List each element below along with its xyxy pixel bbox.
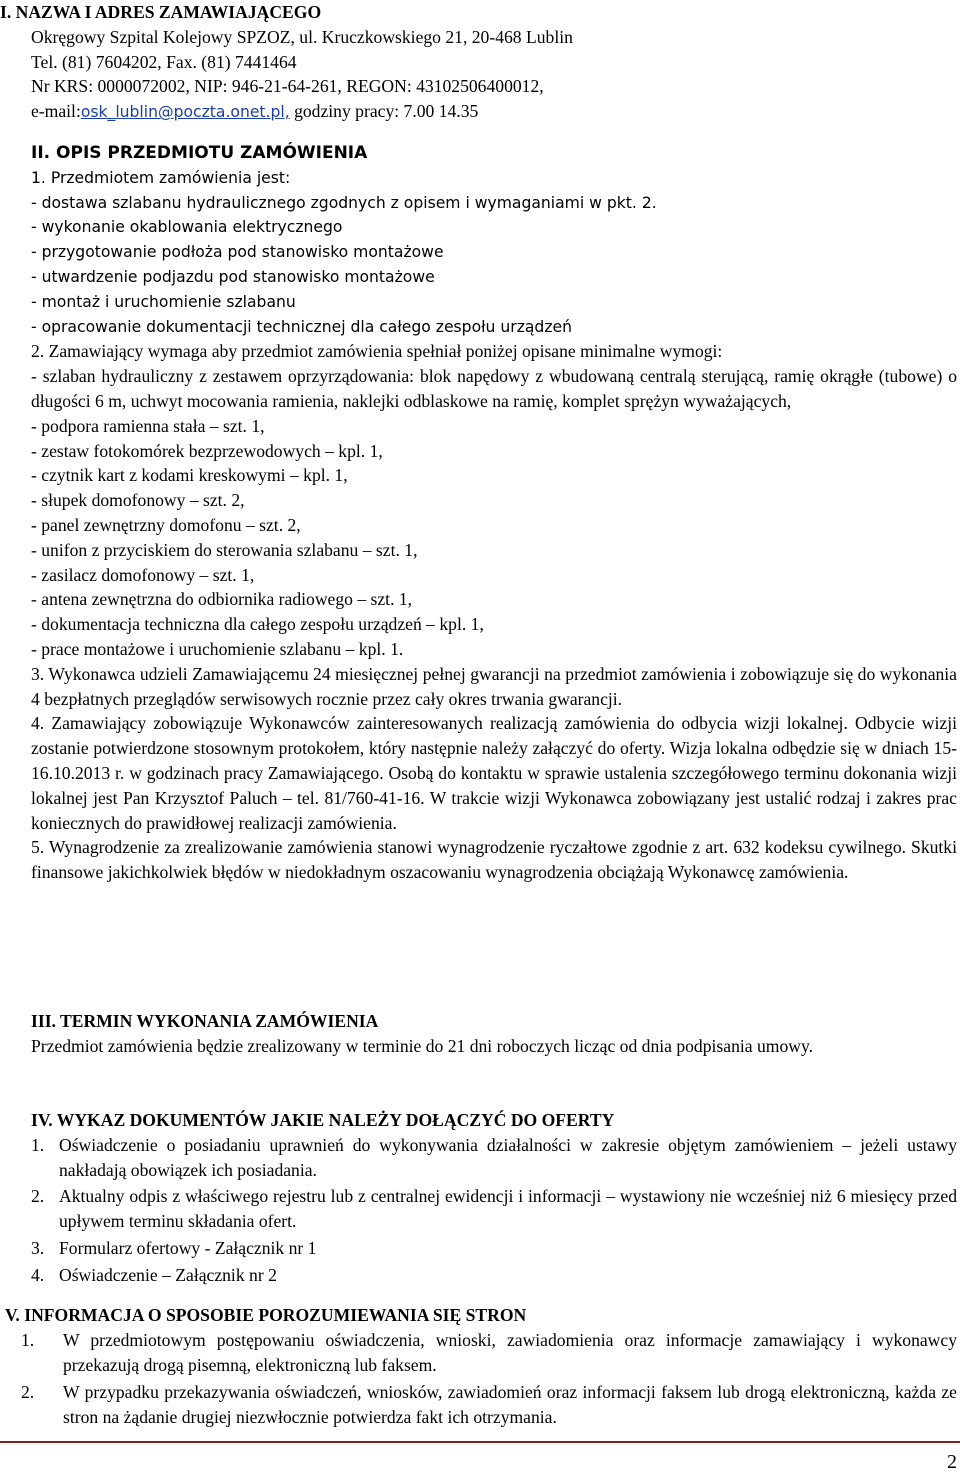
page-number: 2 (947, 1451, 957, 1473)
email-line (0, 99, 960, 125)
list-item: - zestaw fotokomórek bezprzewodowych – kpl. 1, (31, 440, 383, 461)
list-item: - zasilacz domofonowy – szt. 1, (31, 564, 255, 585)
section-4-heading: IV. WYKAZ DOKUMENTÓW JAKIE NALEŻY DOŁĄCZYĆ DO OFERTY (31, 1110, 615, 1130)
document-item: 1. Oświadczenie o posiadaniu uprawnień do wykonywania działalności w zakresie objętym zamówieniem – jeżeli ustawy nakładają obowiązek ich posiadania. (31, 1134, 957, 1180)
phone-line: Tel. (81) 7604202, Fax. (81) 7441464 (31, 51, 297, 72)
remuneration-paragraph: 5. Wynagrodzenie za zrealizowanie zamówienia stanowi wynagrodzenie ryczałtowe zgodnie z art. 632 kodeksu cywilnego. Skutki finansowe jakichkolwiek błędów w niedokładnym oszacowaniu wynagrodzenia obciążają Wykonawcę zamówienia. (31, 837, 957, 883)
list-item: - podpora ramienna stała – szt. 1, (31, 415, 265, 436)
requirements-first: - szlaban hydrauliczny z zestawem oprzyrządowania: blok napędowy z wbudowaną centralą sterującą, ramię okrągłe (tubowe) o długości 6 m, uchwyt mocowania ramienia, naklejki odblaskowe na ramię, komplet sprężyn wyważających, (31, 366, 957, 411)
list-item: - dostawa szlabanu hydraulicznego zgodnych z opisem i wymaganiami w pkt. 2. (31, 193, 657, 212)
document-item: 2. Aktualny odpis z właściwego rejestru lub z centralnej ewidencji i informacji – wystawiony nie wcześniej niż 6 miesięcy przed upływem terminu składania ofert. (31, 1186, 957, 1232)
requirements-title: 2. Zamawiający wymaga aby przedmiot zamówienia spełniał poniżej opisane minimalne wymogi: (31, 341, 723, 362)
warranty-paragraph: 3. Wykonawca udzieli Zamawiającemu 24 miesięcznej pełnej gwarancji na przedmiot zamówienia i zobowiązuje się do wykonania 4 bezpłatnych przeglądów serwisowych rocznie przez cały okres trwania gwarancji. (31, 663, 957, 709)
section-4 (31, 1108, 957, 1288)
list-item: - wykonanie okablowania elektrycznego (31, 218, 343, 237)
communication-item: 2. W przypadku przekazywania oświadczeń, wniosków, zawiadomień oraz informacji faksem lub drogą elektroniczną, każda ze stron na żądanie drugiej niezwłocznie potwierdza fakt ich otrzymania. (21, 1382, 957, 1428)
section-2 (31, 141, 957, 885)
site-visit-paragraph: 4. Zamawiający zobowiązuje Wykonawców zainteresowanych realizacją zamówienia do odbycia wizji lokalnej. Odbycie wizji zostanie potwierdzone stosownym protokołem, który następnie należy załączyć do oferty. Wizja lokalna odbędzie się w dniach 15-16.10.2013 r. w godzinach pracy Zamawiającego. Osobą do kontaktu w sprawie ustalenia szczegółowego terminu dokonania wizji lokalnej jest Pan Krzysztof Paluch – tel. 81/760-41-16. W trakcie wizji Wykonawca zobowiązany jest ustalić rodzaj i zakres prac koniecznych do prawidłowej realizacji zamówienia. (31, 713, 957, 833)
footer-divider (0, 1441, 960, 1443)
communication-item: 1. W przedmiotowym postępowaniu oświadczenia, wnioski, zawiadomienia oraz informacje zamawiający i wykonawcy przekazują drogą pisemną, elektroniczną lub faksem. (21, 1329, 957, 1375)
section-3 (31, 1009, 957, 1059)
list-item: - opracowanie dokumentacji technicznej dla całego zespołu urządzeń (31, 317, 572, 336)
section-2-heading: II. OPIS PRZEDMIOTU ZAMÓWIENIA (31, 143, 368, 163)
subject-list (31, 166, 957, 340)
list-item: - przygotowanie podłoża pod stanowisko montażowe (31, 243, 444, 262)
list-item: - antena zewnętrzna do odbiornika radiowego – szt. 1, (31, 589, 413, 610)
working-hours: godziny pracy: 7.00 14.35 (289, 101, 479, 122)
list-item: - czytnik kart z kodami kreskowymi – kpl. 1, (31, 465, 348, 486)
list-item: - słupek domofonowy – szt. 2, (31, 490, 245, 511)
subject-title: 1. Przedmiotem zamówienia jest: (31, 168, 291, 187)
address-line: Okręgowy Szpital Kolejowy SPZOZ, ul. Kruczkowskiego 21, 20-468 Lublin (31, 26, 573, 47)
section-5-heading: V. INFORMACJA O SPOSOBIE POROZUMIEWANIA SIĘ STRON (5, 1305, 527, 1325)
section-3-heading: III. TERMIN WYKONANIA ZAMÓWIENIA (31, 1011, 379, 1031)
list-item: - unifon z przyciskiem do sterowania szlabanu – szt. 1, (31, 539, 418, 560)
section-1 (0, 0, 960, 125)
document-item: 4. Oświadczenie – Załącznik nr 2 (31, 1264, 277, 1285)
email-link[interactable]: osk_lublin@poczta.onet.pl, (80, 103, 290, 122)
list-item: - dokumentacja techniczna dla całego zespołu urządzeń – kpl. 1, (31, 614, 484, 635)
list-item: - montaż i uruchomienie szlabanu (31, 292, 296, 311)
email-prefix: e-mail: (31, 101, 81, 122)
section-1-heading: I. NAZWA I ADRES ZAMAWIAJĄCEGO (0, 2, 322, 22)
section-5 (5, 1303, 957, 1430)
document-item: 3. Formularz ofertowy - Załącznik nr 1 (31, 1237, 317, 1258)
deadline-text: Przedmiot zamówienia będzie zrealizowany w terminie do 21 dni roboczych licząc od dnia podpisania umowy. (31, 1035, 814, 1056)
list-item: - prace montażowe i uruchomienie szlabanu – kpl. 1. (31, 638, 404, 659)
registry-line: Nr KRS: 0000072002, NIP: 946-21-64-261, REGON: 43102506400012, (31, 76, 544, 97)
list-item: - panel zewnętrzny domofonu – szt. 2, (31, 514, 301, 535)
list-item: - utwardzenie podjazdu pod stanowisko montażowe (31, 267, 435, 286)
